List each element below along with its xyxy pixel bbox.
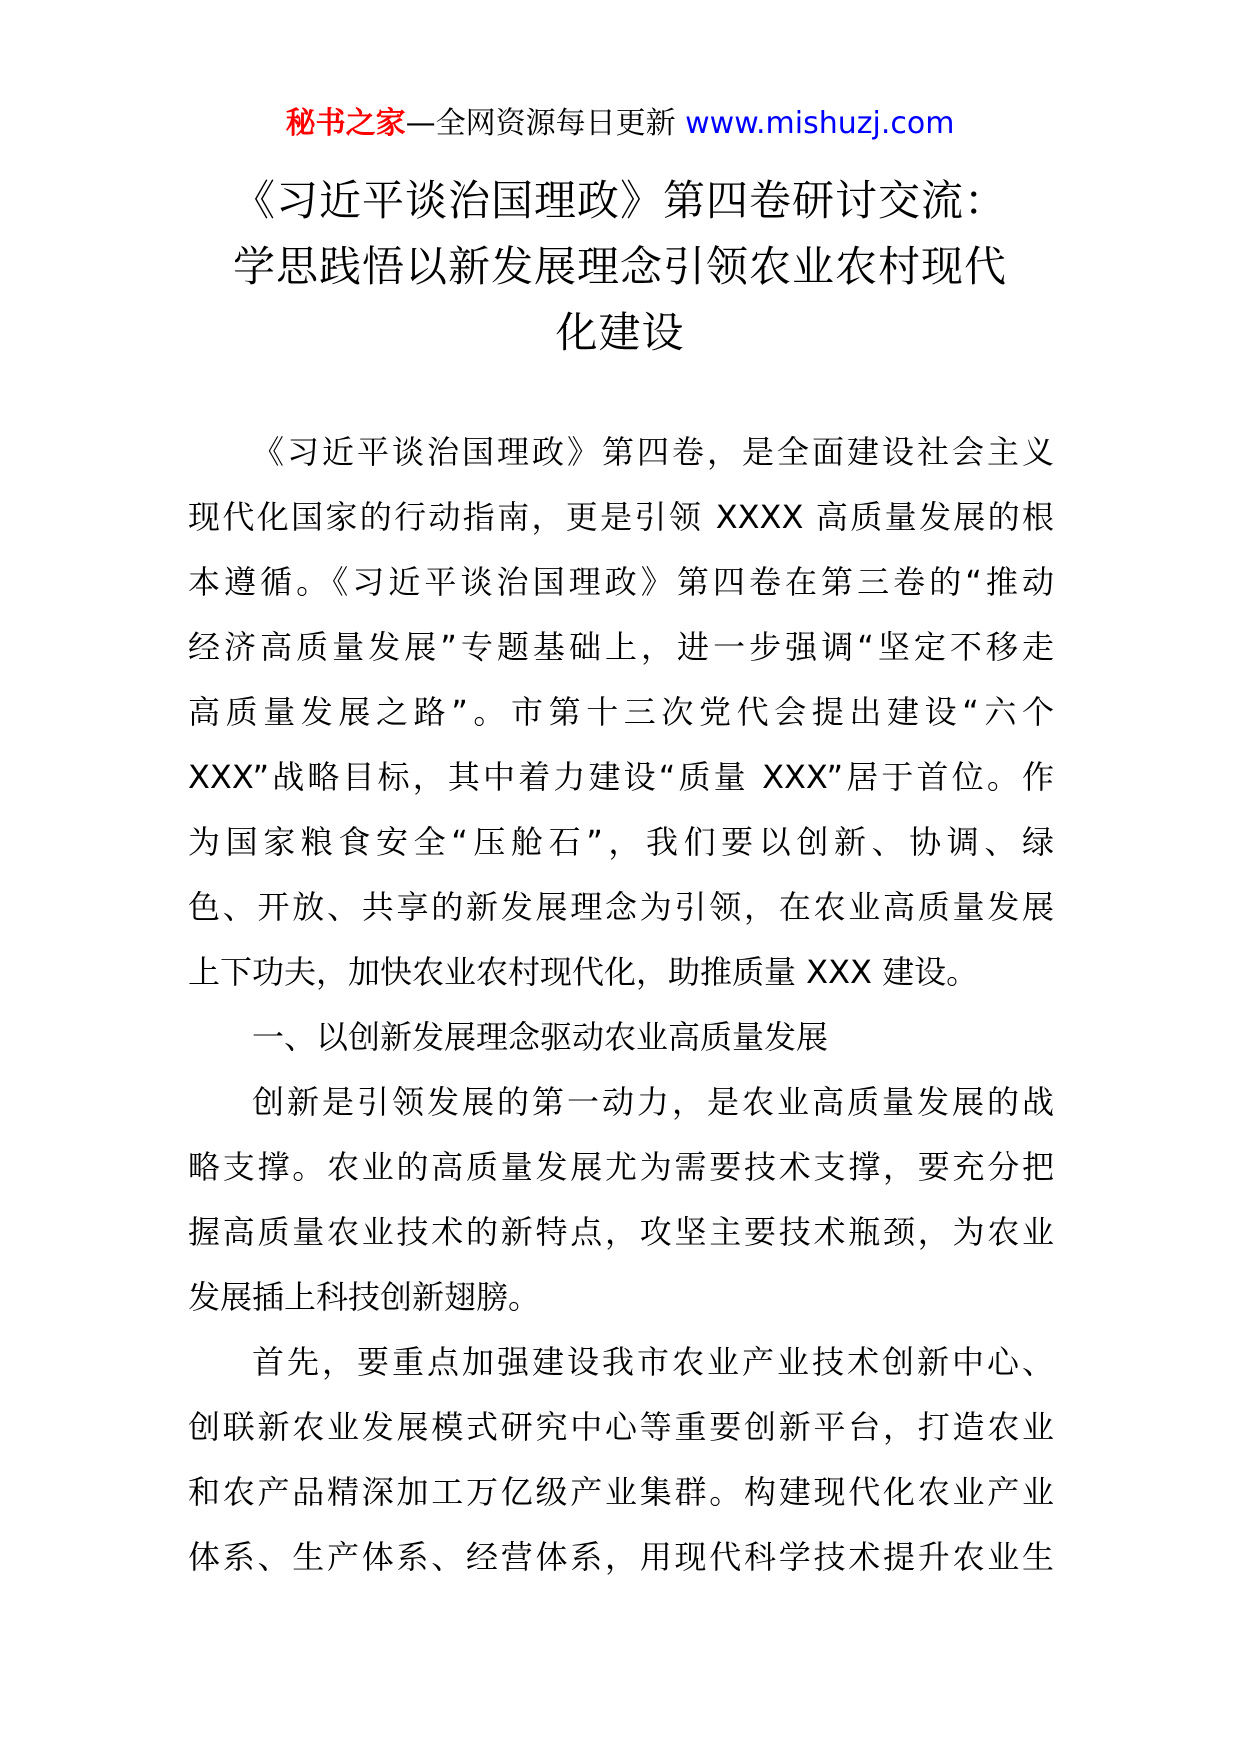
paragraph-line: 创联新农业发展模式研究中心等重要创新平台，打造农业 <box>188 1408 1054 1446</box>
paragraph-line: 色、开放、共享的新发展理念为引领，在农业高质量发展 <box>188 888 1054 926</box>
paragraph-first <box>188 1330 1054 1590</box>
title-line: 《习近平谈治国理政》第四卷研讨交流： <box>232 176 1007 225</box>
paragraph-line: 略支撑。农业的高质量发展尤为需要技术支撑，要充分把 <box>188 1148 1054 1186</box>
document-body <box>188 420 1054 1590</box>
paragraph-line: 为国家粮食安全“压舱石”，我们要以创新、协调、绿 <box>188 823 1054 861</box>
paragraph-line: 《习近平谈治国理政》第四卷，是全面建设社会主义 <box>252 433 1054 471</box>
paragraph-line: 现代化国家的行动指南，更是引领 XXXX 高质量发展的根 <box>188 498 1054 536</box>
paragraph-innovation <box>188 1070 1054 1330</box>
site-url-link[interactable]: www.mishuzj.com <box>685 106 955 141</box>
paragraph-line: 高质量发展之路”。市第十三次党代会提出建设“六个 <box>188 693 1054 731</box>
paragraph-line: 体系、生产体系、经营体系，用现代科学技术提升农业生 <box>188 1538 1054 1576</box>
title-line: 学思践悟以新发展理念引领农业农村现代 <box>232 242 1007 291</box>
paragraph-intro <box>188 420 1054 1005</box>
paragraph-line: XXX”战略目标，其中着力建设“质量 XXX”居于首位。作 <box>188 758 1054 796</box>
title-line: 化建设 <box>555 308 685 357</box>
paragraph-line: 创新是引领发展的第一动力，是农业高质量发展的战 <box>252 1083 1054 1121</box>
paragraph-line: 首先，要重点加强建设我市农业产业技术创新中心、 <box>252 1343 1054 1381</box>
site-header <box>0 104 1240 144</box>
paragraph-line: 和农产品精深加工万亿级产业集群。构建现代化农业产业 <box>188 1473 1054 1511</box>
section-heading <box>188 1005 1054 1070</box>
paragraph-line: 本遵循。《习近平谈治国理政》第四卷在第三卷的“推动 <box>188 563 1054 601</box>
document-title <box>190 168 1050 366</box>
paragraph-line: 发展插上科技创新翅膀。 <box>188 1278 541 1316</box>
brand-name: 秘书之家 <box>285 106 406 141</box>
paragraph-line: 握高质量农业技术的新特点，攻坚主要技术瓶颈，为农业 <box>188 1213 1054 1251</box>
section-heading-text: 一、以创新发展理念驱动农业高质量发展 <box>252 1018 829 1056</box>
paragraph-line: 经济高质量发展”专题基础上，进一步强调“坚定不移走 <box>188 628 1054 666</box>
paragraph-line: 上下功夫，加快农业农村现代化，助推质量 XXX 建设。 <box>188 953 979 991</box>
header-tagline: —全网资源每日更新 <box>405 106 676 141</box>
